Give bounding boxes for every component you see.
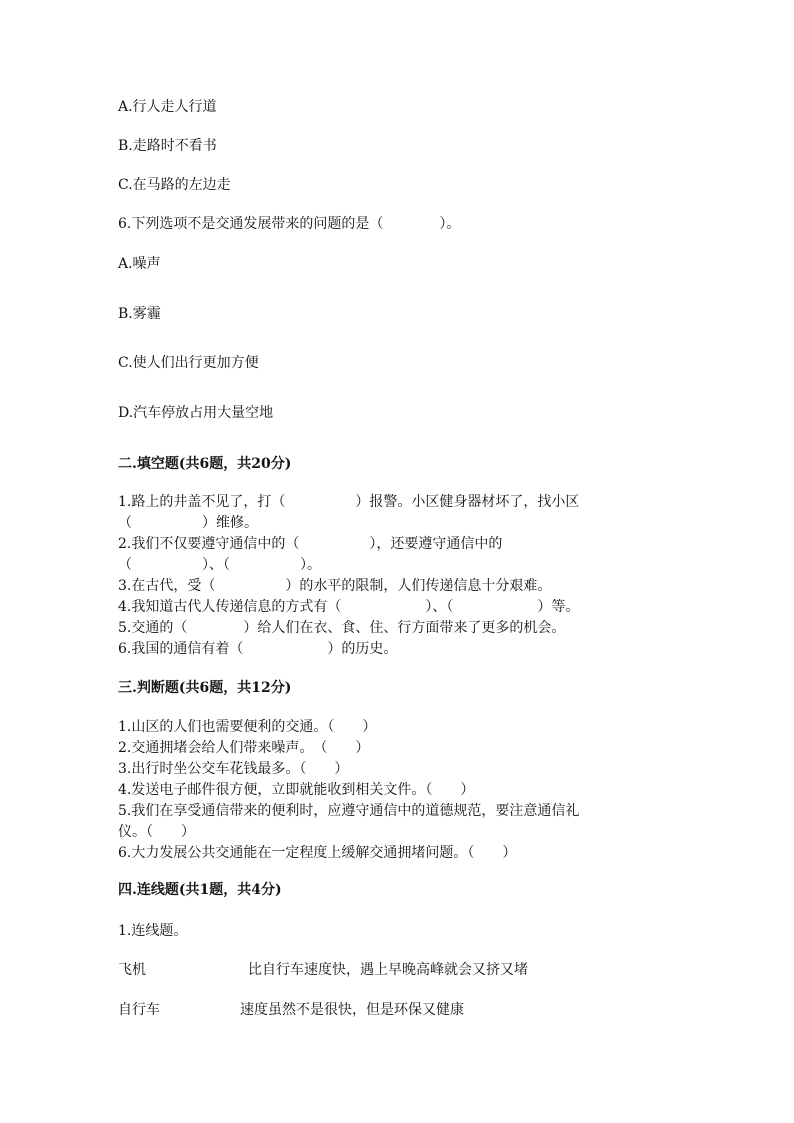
q6-stem: 6.下列选项不是交通发展带来的问题的是（ ）。: [118, 216, 461, 232]
match-right-item: 速度虽然不是很快，但是环保又健康: [240, 1002, 464, 1018]
q6-option-c: C.使人们出行更加方便: [118, 355, 259, 371]
fill-line-3: 2.我们不仅要遵守通信中的（ ），还要遵守通信中的: [118, 536, 503, 552]
fill-line-1: 1.路上的井盖不见了，打（ ）报警。小区健身器材坏了，找小区: [118, 494, 580, 510]
section3-heading: 三.判断题(共6题，共12分): [118, 680, 292, 696]
q5-option-a: A.行人走人行道: [118, 99, 217, 115]
fill-line-5: 3.在古代，受（ ）的水平的限制，人们传递信息十分艰难。: [118, 578, 552, 594]
section2-heading: 二.填空题(共6题，共20分): [118, 456, 292, 472]
fill-line-6: 4.我知道古代人传递信息的方式有（ ）、（ ）等。: [118, 599, 580, 615]
judge-line-7: 6.大力发展公共交通能在一定程度上缓解交通拥堵问题。（ ）: [118, 845, 517, 861]
fill-line-7: 5.交通的（ ）给人们在衣、食、住、行方面带来了更多的机会。: [118, 620, 566, 636]
q5-option-c: C.在马路的左边走: [118, 177, 231, 193]
judge-line-6: 仪。（ ）: [118, 824, 195, 840]
q6-option-a: A.噪声: [118, 256, 161, 272]
fill-line-8: 6.我国的通信有着（ ）的历史。: [118, 641, 398, 657]
q6-option-b: B.雾霾: [118, 306, 161, 322]
judge-line-5: 5.我们在享受通信带来的便利时，应遵守通信中的道德规范，要注意通信礼: [118, 803, 580, 819]
fill-line-4: （ ）、（ ）。: [118, 557, 321, 573]
q6-option-d: D.汽车停放占用大量空地: [118, 405, 274, 421]
judge-line-3: 3.出行时坐公交车花钱最多。（ ）: [118, 761, 349, 777]
judge-line-2: 2.交通拥堵会给人们带来噪声。 （ ）: [118, 740, 370, 756]
judge-line-4: 4.发送电子邮件很方便，立即就能收到相关文件。（ ）: [118, 782, 475, 798]
fill-line-2: （ ）维修。: [118, 515, 258, 531]
match-right-item: 比自行车速度快，遇上早晚高峰就会又挤又堵: [248, 962, 528, 978]
section4-heading: 四.连线题(共1题，共4分): [118, 882, 282, 898]
judge-line-1: 1.山区的人们也需要便利的交通。（ ）: [118, 719, 377, 735]
match-left-item: 飞机: [118, 962, 146, 978]
match-stem: 1.连线题。: [118, 923, 188, 939]
match-left-item: 自行车: [118, 1002, 160, 1018]
q5-option-b: B.走路时不看书: [118, 138, 217, 154]
